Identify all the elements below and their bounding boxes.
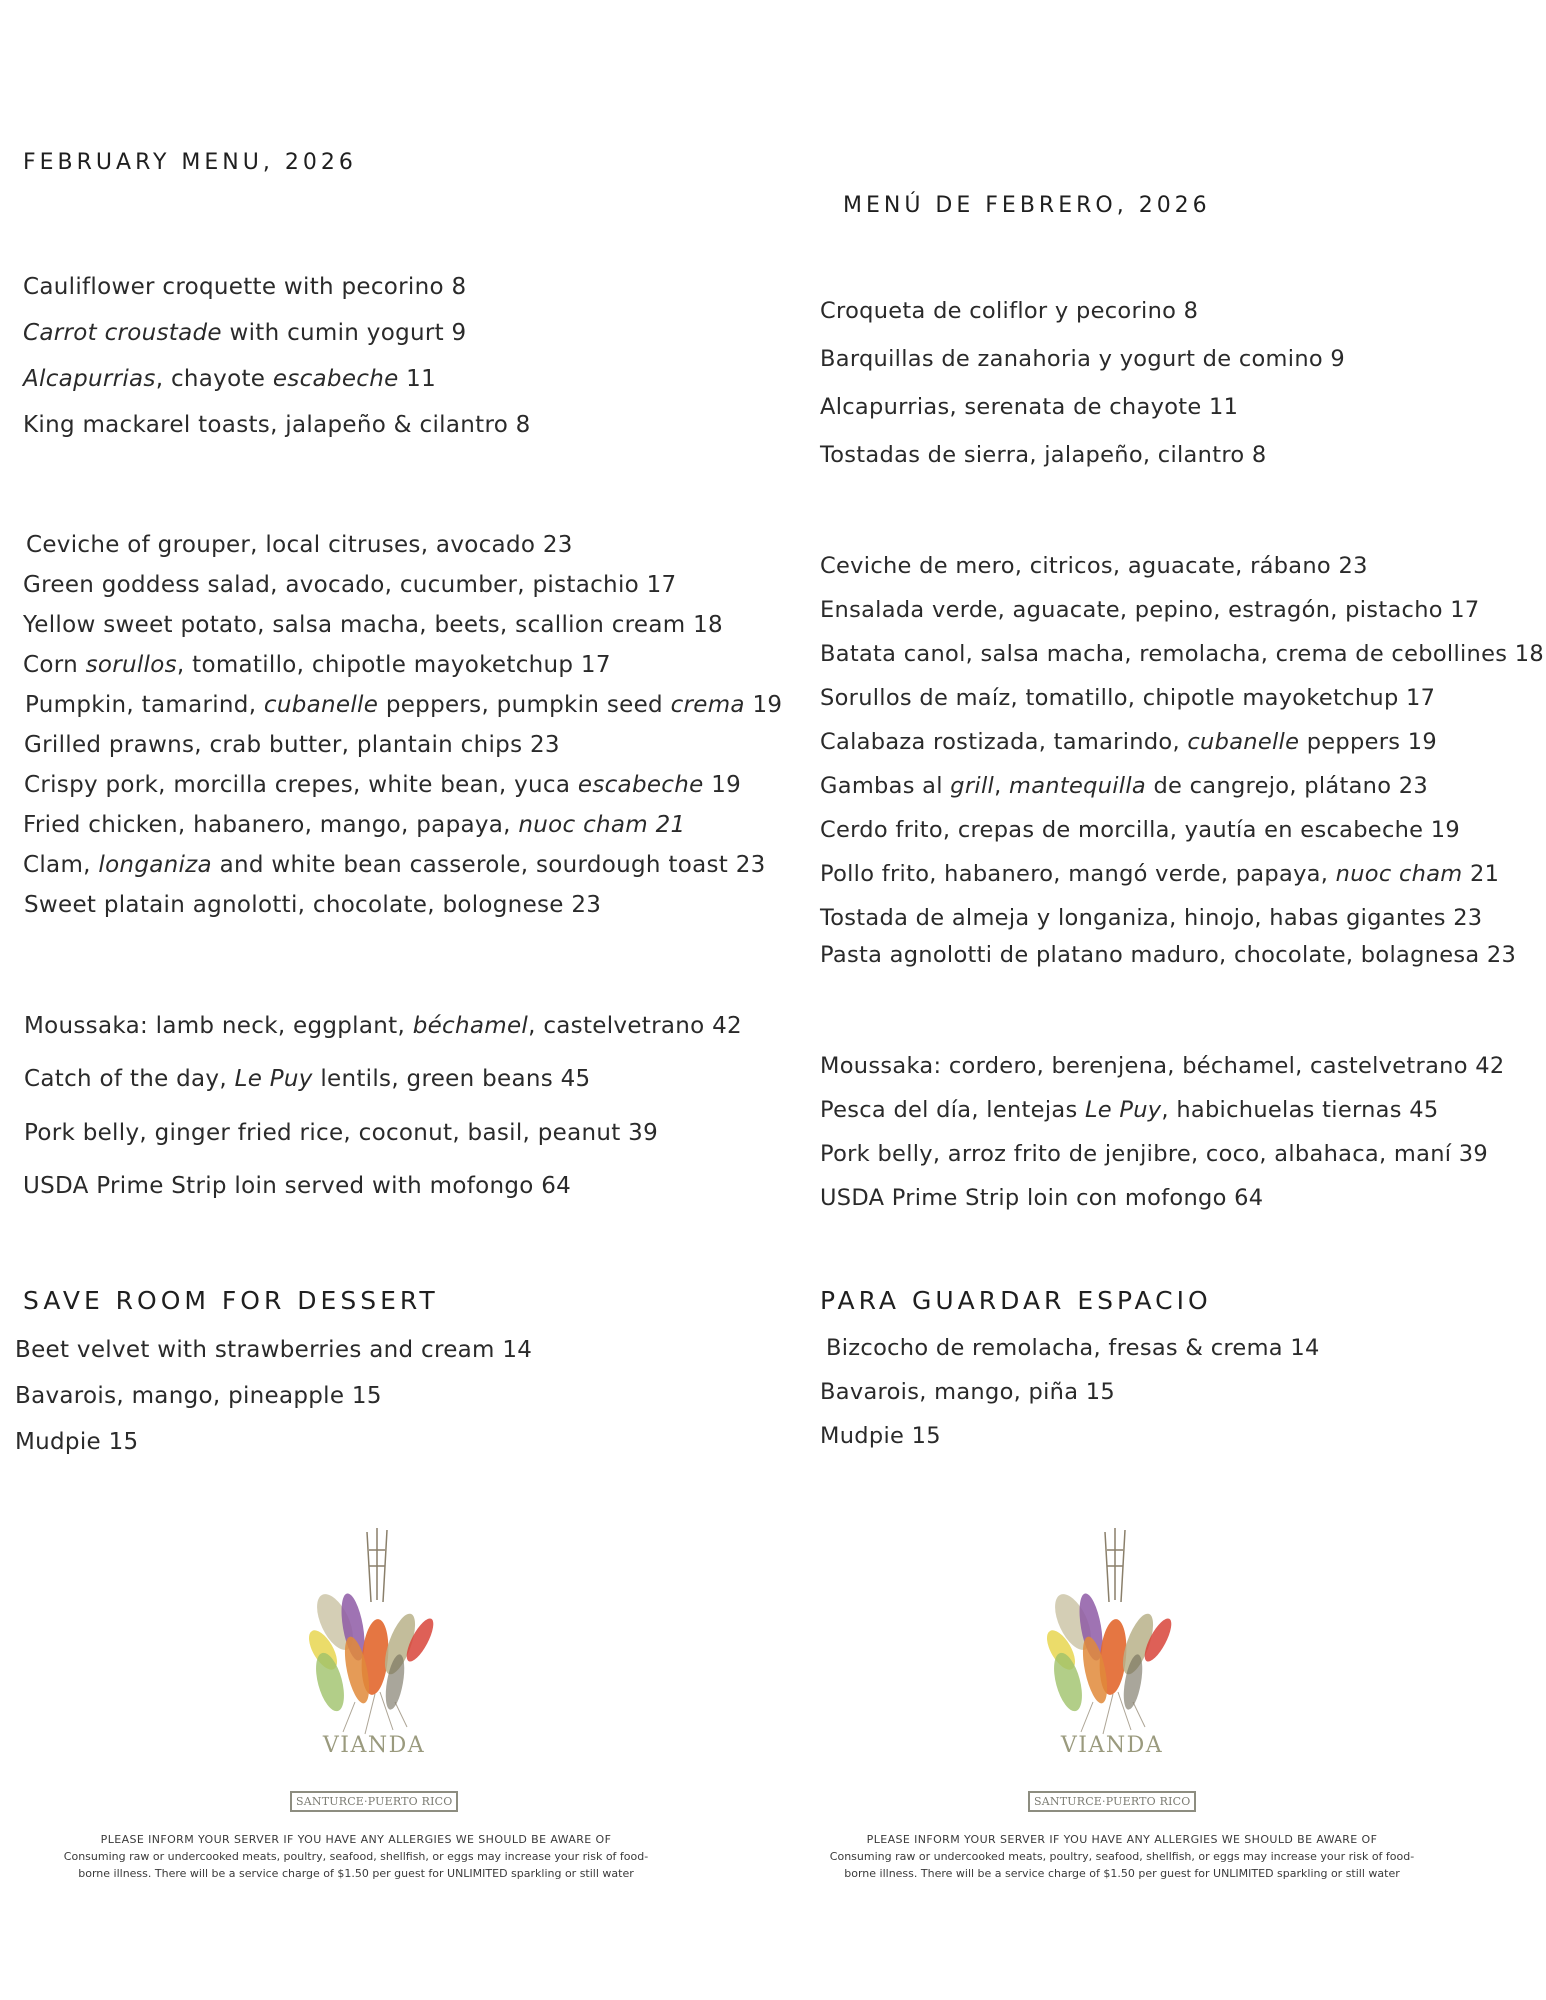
notice-line: Consuming raw or undercooked meats, poultry, seafood, shellfish, or eggs may increase your risk of food-: [829, 1850, 1415, 1863]
menu-item: [15, 1337, 532, 1363]
menu-item-italic-text: grill: [950, 773, 995, 799]
menu-item: [24, 732, 560, 758]
menu-item: [25, 692, 782, 718]
notice-line: PLEASE INFORM YOUR SERVER IF YOU HAVE ANY ALLERGIES WE SHOULD BE AWARE OF: [866, 1833, 1378, 1846]
menu-item: [23, 572, 676, 598]
menu-item-text: USDA Prime Strip loin served with mofongo 64: [23, 1173, 572, 1199]
menu-item: [820, 298, 1198, 324]
menu-item-text: Pork belly, arroz frito de jenjibre, coco, albahaca, maní 39: [820, 1141, 1489, 1167]
menu-item-text: Tostada de almeja y longaniza, hinojo, habas gigantes 23: [820, 905, 1483, 931]
menu-item-text: 19: [744, 692, 783, 718]
notice-line: PLEASE INFORM YOUR SERVER IF YOU HAVE ANY ALLERGIES WE SHOULD BE AWARE OF: [100, 1833, 612, 1846]
menu-item-text: Alcapurrias, serenata de chayote 11: [820, 394, 1239, 420]
menu-item-text: peppers, pumpkin seed: [378, 692, 671, 718]
menu-item: [23, 366, 436, 392]
menu-item-text: Ceviche de mero, citricos, aguacate, rábano 23: [820, 553, 1368, 579]
menu-item-text: Ensalada verde, aguacate, pepino, estragón, pistacho 17: [820, 597, 1480, 623]
menu-item-italic-text: sorullos: [85, 652, 177, 678]
menu-item-text: 21: [1462, 861, 1500, 887]
menu-item: [820, 942, 1516, 968]
brand-tagline: SANTURCE·PUERTO RICO: [290, 1791, 458, 1812]
notice-line: borne illness. There will be a service charge of $1.50 per guest for UNLIMITED sparkling or still water: [844, 1867, 1400, 1880]
menu-item: [23, 812, 686, 838]
menu-item-text: , tomatillo, chipotle mayoketchup 17: [176, 652, 611, 678]
menu-item: [15, 1429, 138, 1455]
menu-item: [23, 412, 531, 438]
menu-item: [820, 861, 1499, 887]
menu-item-text: Calabaza rostizada, tamarindo,: [820, 729, 1188, 755]
menu-item-italic-text: cubanelle: [1187, 729, 1300, 755]
menu-item: [15, 1383, 382, 1409]
brand-name: VIANDA: [322, 1733, 426, 1758]
menu-item-text: Beet velvet with strawberries and cream 14: [15, 1337, 533, 1363]
menu-item-text: peppers 19: [1299, 729, 1437, 755]
menu-item: [820, 346, 1345, 372]
menu-item-italic-text: mantequilla: [1008, 773, 1146, 799]
menu-item-italic-text: escabeche: [272, 366, 399, 392]
menu-item-italic-text: cubanelle: [263, 692, 379, 718]
menu-item-text: Batata canol, salsa macha, remolacha, crema de cebollines 18: [820, 641, 1544, 667]
menu-item: [820, 641, 1544, 667]
menu-item-text: Moussaka: cordero, berenjena, béchamel, castelvetrano 42: [820, 1053, 1505, 1079]
dessert-heading-en: SAVE ROOM FOR DESSERT: [23, 1286, 439, 1315]
menu-item-text: Bavarois, mango, pineapple 15: [15, 1383, 382, 1409]
menu-item-text: Mudpie 15: [15, 1429, 139, 1455]
menu-item-text: lentils, green beans 45: [312, 1066, 591, 1092]
menu-item-text: de cangrejo, plátano 23: [1146, 773, 1428, 799]
menu-item-italic-text: nuoc cham: [1335, 861, 1463, 887]
menu-item-text: 11: [398, 366, 437, 392]
menu-item-italic-text: Carrot croustade: [23, 320, 222, 346]
menu-item-text: Ceviche of grouper, local citruses, avocado 23: [26, 532, 573, 558]
menu-item-text: Clam,: [23, 852, 99, 878]
menu-item-text: Bizcocho de remolacha, fresas & crema 14: [826, 1335, 1320, 1361]
menu-item-text: Tostadas de sierra, jalapeño, cilantro 8: [820, 442, 1267, 468]
menu-item-text: Cauliflower croquette with pecorino 8: [23, 274, 467, 300]
menu-item-italic-text: crema: [670, 692, 745, 718]
dessert-heading-es: PARA GUARDAR ESPACIO: [820, 1286, 1212, 1315]
menu-item-text: Gambas al: [820, 773, 951, 799]
menu-item: [23, 612, 723, 638]
menu-item-text: Moussaka: lamb neck, eggplant,: [24, 1013, 413, 1039]
menu-item: [23, 1173, 571, 1199]
menu-title-es: MENÚ DE FEBRERO, 2026: [843, 193, 1211, 218]
menu-item: [26, 532, 573, 558]
menu-item-text: ,: [994, 773, 1009, 799]
menu-item-text: Sweet platain agnolotti, chocolate, bolognese 23: [24, 892, 602, 918]
menu-item: [820, 553, 1368, 579]
menu-item-text: and white bean casserole, sourdough toast 23: [211, 852, 766, 878]
menu-item: [820, 817, 1460, 843]
menu-item-text: Sorullos de maíz, tomatillo, chipotle mayoketchup 17: [820, 685, 1436, 711]
menu-item: [820, 773, 1428, 799]
brand-tagline: SANTURCE·PUERTO RICO: [1028, 1791, 1196, 1812]
menu-item: [23, 852, 766, 878]
menu-item-italic-text: Le Puy: [1084, 1097, 1162, 1123]
menu-item: [820, 685, 1435, 711]
notice-line: Consuming raw or undercooked meats, poultry, seafood, shellfish, or eggs may increase your risk of food-: [63, 1850, 649, 1863]
menu-item-text: Fried chicken, habanero, mango, papaya,: [23, 812, 519, 838]
menu-item-text: Barquillas de zanahoria y yogurt de comino 9: [820, 346, 1346, 372]
allergy-notice: [802, 1831, 1442, 1882]
menu-item-italic-text: escabeche: [577, 772, 704, 798]
menu-item-italic-text: béchamel: [412, 1013, 529, 1039]
menu-item-italic-text: longaniza: [98, 852, 212, 878]
menu-item-text: 19: [703, 772, 742, 798]
menu-item: [820, 394, 1238, 420]
menu-item: [820, 1141, 1488, 1167]
menu-item: [23, 274, 466, 300]
menu-item-text: Catch of the day,: [24, 1066, 235, 1092]
menu-item-text: Mudpie 15: [820, 1423, 941, 1449]
menu-item: [24, 1013, 742, 1039]
menu-item-text: Grilled prawns, crab butter, plantain chips 23: [24, 732, 560, 758]
menu-item-text: , castelvetrano 42: [528, 1013, 742, 1039]
menu-item: [24, 892, 601, 918]
menu-item-text: Croqueta de coliflor y pecorino 8: [820, 298, 1199, 324]
menu-item-text: Pumpkin, tamarind,: [25, 692, 264, 718]
menu-item-text: Bavarois, mango, piña 15: [820, 1379, 1116, 1405]
menu-item-text: with cumin yogurt 9: [221, 320, 467, 346]
root-vegetables-bundle-icon: [295, 1522, 455, 1742]
menu-item-italic-text: Alcapurrias: [23, 366, 156, 392]
menu-item: [820, 597, 1480, 623]
menu-item-text: Corn: [23, 652, 86, 678]
menu-item: [23, 320, 466, 346]
menu-item: [24, 1120, 658, 1146]
menu-item: [826, 1335, 1320, 1361]
brand-name: VIANDA: [1060, 1733, 1164, 1758]
menu-item-text: , habichuelas tiernas 45: [1161, 1097, 1439, 1123]
menu-item-text: Green goddess salad, avocado, cucumber, pistachio 17: [23, 572, 677, 598]
menu-item: [24, 1066, 590, 1092]
menu-item-text: , chayote: [155, 366, 273, 392]
menu-item: [23, 652, 611, 678]
menu-item-text: Crispy pork, morcilla crepes, white bean, yuca: [24, 772, 578, 798]
notice-line: borne illness. There will be a service charge of $1.50 per guest for UNLIMITED sparkling or still water: [78, 1867, 634, 1880]
menu-item-text: Yellow sweet potato, salsa macha, beets, scallion cream 18: [23, 612, 723, 638]
menu-item: [820, 1379, 1115, 1405]
menu-item: [820, 905, 1482, 931]
menu-item-text: Pollo frito, habanero, mangó verde, papaya,: [820, 861, 1336, 887]
menu-item: [24, 772, 741, 798]
menu-item-text: Cerdo frito, crepas de morcilla, yautía en escabeche 19: [820, 817, 1461, 843]
menu-item-text: Pork belly, ginger fried rice, coconut, basil, peanut 39: [24, 1120, 659, 1146]
menu-item: [820, 1423, 941, 1449]
menu-title-en: FEBRUARY MENU, 2026: [23, 150, 357, 175]
menu-item-text: King mackarel toasts, jalapeño & cilantro 8: [23, 412, 531, 438]
menu-item: [820, 729, 1437, 755]
menu-item: [820, 1053, 1504, 1079]
menu-item-text: USDA Prime Strip loin con mofongo 64: [820, 1185, 1264, 1211]
menu-item-italic-text: nuoc cham 21: [518, 812, 686, 838]
menu-item: [820, 1097, 1438, 1123]
menu-item: [820, 442, 1267, 468]
allergy-notice: [36, 1831, 676, 1882]
menu-item-text: Pesca del día, lentejas: [820, 1097, 1085, 1123]
menu-item: [820, 1185, 1263, 1211]
root-vegetables-bundle-icon: [1033, 1522, 1193, 1742]
menu-item-text: Pasta agnolotti de platano maduro, chocolate, bolagnesa 23: [820, 942, 1517, 968]
menu-item-italic-text: Le Puy: [234, 1066, 313, 1092]
